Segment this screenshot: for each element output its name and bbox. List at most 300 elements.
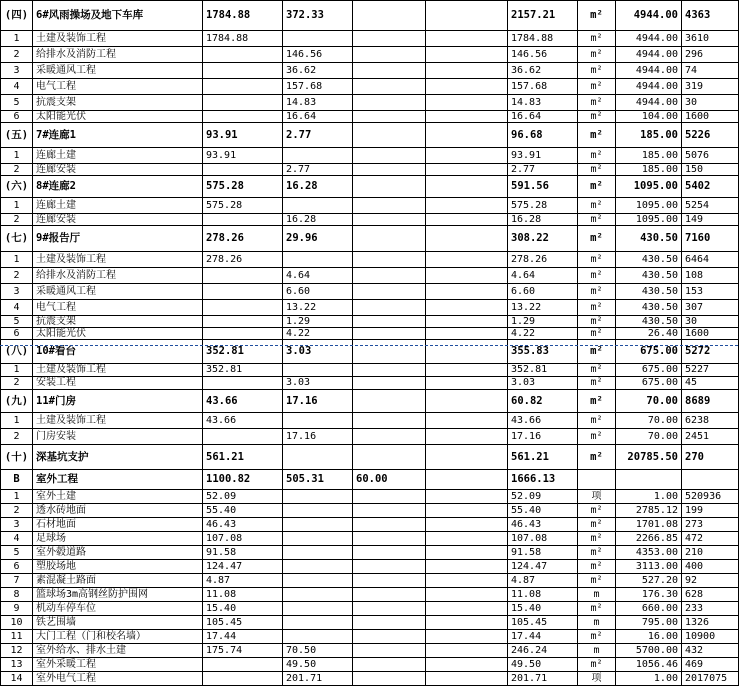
table-row bbox=[1, 252, 739, 268]
cell-equipment-cost bbox=[353, 328, 426, 340]
cell-total-cost: 575.28 bbox=[508, 198, 578, 214]
cell-item-name: 6#风雨操场及地下车库 bbox=[33, 1, 203, 31]
cell-row-index: (四) bbox=[1, 1, 33, 31]
cell-unit-price: 4363 bbox=[682, 1, 739, 31]
cell-other-cost bbox=[426, 252, 508, 268]
cell-install-cost: 13.22 bbox=[283, 300, 353, 316]
cell-item-name: 足球场 bbox=[33, 532, 203, 546]
cell-equipment-cost bbox=[353, 176, 426, 198]
cell-equipment-cost bbox=[353, 504, 426, 518]
cell-equipment-cost bbox=[353, 429, 426, 445]
cell-quantity: 4944.00 bbox=[616, 47, 682, 63]
cell-install-cost: 146.56 bbox=[283, 47, 353, 63]
cell-unit: m² bbox=[578, 47, 616, 63]
cell-total-cost: 4.22 bbox=[508, 328, 578, 340]
table-row bbox=[1, 63, 739, 79]
cell-total-cost: 2157.21 bbox=[508, 1, 578, 31]
cell-row-index: 13 bbox=[1, 658, 33, 672]
cell-unit-price: 319 bbox=[682, 79, 739, 95]
cell-item-name: 土建及装饰工程 bbox=[33, 364, 203, 377]
cell-item-name: 抗震支架 bbox=[33, 95, 203, 111]
cell-unit: m² bbox=[578, 148, 616, 164]
cell-equipment-cost bbox=[353, 490, 426, 504]
cell-quantity bbox=[616, 470, 682, 490]
cell-equipment-cost bbox=[353, 111, 426, 123]
cell-other-cost bbox=[426, 470, 508, 490]
cell-item-name: 土建及装饰工程 bbox=[33, 252, 203, 268]
cell-item-name: 连廊安装 bbox=[33, 164, 203, 176]
cell-unit-price: 199 bbox=[682, 504, 739, 518]
cell-other-cost bbox=[426, 268, 508, 284]
cell-total-cost: 16.64 bbox=[508, 111, 578, 123]
cell-install-cost bbox=[283, 198, 353, 214]
cell-unit: m² bbox=[578, 95, 616, 111]
cell-install-cost: 157.68 bbox=[283, 79, 353, 95]
cell-row-index: 9 bbox=[1, 602, 33, 616]
cell-equipment-cost bbox=[353, 63, 426, 79]
cell-other-cost bbox=[426, 226, 508, 252]
cell-other-cost bbox=[426, 560, 508, 574]
cell-item-name: 连廊土建 bbox=[33, 148, 203, 164]
cell-row-index: 1 bbox=[1, 364, 33, 377]
cell-equipment-cost bbox=[353, 47, 426, 63]
cell-quantity: 16.00 bbox=[616, 630, 682, 644]
cell-item-name: 采暖通风工程 bbox=[33, 284, 203, 300]
cell-building-cost bbox=[203, 284, 283, 300]
cell-equipment-cost bbox=[353, 377, 426, 390]
cell-total-cost: 278.26 bbox=[508, 252, 578, 268]
cell-unit-price: 432 bbox=[682, 644, 739, 658]
table-row bbox=[1, 164, 739, 176]
cell-quantity: 20785.50 bbox=[616, 445, 682, 470]
cell-install-cost: 16.28 bbox=[283, 214, 353, 226]
cell-quantity: 1.00 bbox=[616, 672, 682, 686]
cell-install-cost: 1.29 bbox=[283, 316, 353, 328]
cell-unit: m² bbox=[578, 1, 616, 31]
cell-item-name: 电气工程 bbox=[33, 79, 203, 95]
cell-unit-price: 5254 bbox=[682, 198, 739, 214]
cell-building-cost bbox=[203, 268, 283, 284]
cell-unit: m² bbox=[578, 630, 616, 644]
table-row bbox=[1, 198, 739, 214]
cell-quantity: 430.50 bbox=[616, 284, 682, 300]
cell-unit: m² bbox=[578, 268, 616, 284]
cell-building-cost bbox=[203, 377, 283, 390]
table-body bbox=[1, 1, 739, 686]
cell-unit-price: 1600 bbox=[682, 111, 739, 123]
cell-quantity: 4944.00 bbox=[616, 1, 682, 31]
cell-other-cost bbox=[426, 31, 508, 47]
cell-row-index: 6 bbox=[1, 328, 33, 340]
table-row bbox=[1, 658, 739, 672]
cell-row-index: 2 bbox=[1, 377, 33, 390]
cell-other-cost bbox=[426, 164, 508, 176]
cell-unit-price: 8689 bbox=[682, 390, 739, 413]
cell-other-cost bbox=[426, 429, 508, 445]
cell-equipment-cost bbox=[353, 123, 426, 148]
table-row bbox=[1, 574, 739, 588]
section-row bbox=[1, 390, 739, 413]
table-row bbox=[1, 644, 739, 658]
cell-total-cost: 157.68 bbox=[508, 79, 578, 95]
cell-install-cost bbox=[283, 413, 353, 429]
cell-unit-price: 6238 bbox=[682, 413, 739, 429]
cell-total-cost: 124.47 bbox=[508, 560, 578, 574]
cell-row-index: 1 bbox=[1, 252, 33, 268]
cell-item-name: 大门工程（门和校名墙） bbox=[33, 630, 203, 644]
cell-item-name: 电气工程 bbox=[33, 300, 203, 316]
cell-unit: m² bbox=[578, 377, 616, 390]
cell-row-index: 6 bbox=[1, 111, 33, 123]
cell-row-index: 4 bbox=[1, 300, 33, 316]
cell-item-name: 采暖通风工程 bbox=[33, 63, 203, 79]
cell-building-cost bbox=[203, 658, 283, 672]
cell-install-cost bbox=[283, 532, 353, 546]
cell-building-cost bbox=[203, 111, 283, 123]
cell-equipment-cost bbox=[353, 95, 426, 111]
cell-unit: m² bbox=[578, 214, 616, 226]
cell-building-cost: 93.91 bbox=[203, 148, 283, 164]
cell-unit: m² bbox=[578, 226, 616, 252]
cell-building-cost: 11.08 bbox=[203, 588, 283, 602]
cell-other-cost bbox=[426, 316, 508, 328]
cell-unit-price: 210 bbox=[682, 546, 739, 560]
cell-quantity: 2266.85 bbox=[616, 532, 682, 546]
cell-unit: m² bbox=[578, 164, 616, 176]
cell-unit: m² bbox=[578, 198, 616, 214]
cell-unit-price: 149 bbox=[682, 214, 739, 226]
table-row bbox=[1, 560, 739, 574]
cell-row-index: 14 bbox=[1, 672, 33, 686]
cell-building-cost: 575.28 bbox=[203, 176, 283, 198]
cell-building-cost: 352.81 bbox=[203, 364, 283, 377]
cell-building-cost: 175.74 bbox=[203, 644, 283, 658]
cell-other-cost bbox=[426, 574, 508, 588]
cell-item-name: 太阳能光伏 bbox=[33, 328, 203, 340]
cell-unit-price: 150 bbox=[682, 164, 739, 176]
cell-item-name: 室外毂道路 bbox=[33, 546, 203, 560]
cell-unit: m² bbox=[578, 328, 616, 340]
cell-quantity: 1056.46 bbox=[616, 658, 682, 672]
table-row bbox=[1, 672, 739, 686]
cell-quantity: 70.00 bbox=[616, 413, 682, 429]
table-row bbox=[1, 429, 739, 445]
cell-total-cost: 352.81 bbox=[508, 364, 578, 377]
cell-building-cost bbox=[203, 214, 283, 226]
cell-equipment-cost bbox=[353, 300, 426, 316]
cell-building-cost bbox=[203, 316, 283, 328]
cell-install-cost bbox=[283, 560, 353, 574]
table-row bbox=[1, 518, 739, 532]
cell-total-cost: 17.44 bbox=[508, 630, 578, 644]
cell-quantity: 795.00 bbox=[616, 616, 682, 630]
cell-item-name: 安装工程 bbox=[33, 377, 203, 390]
cell-building-cost: 55.40 bbox=[203, 504, 283, 518]
cell-unit: m bbox=[578, 588, 616, 602]
cell-install-cost: 4.64 bbox=[283, 268, 353, 284]
cell-total-cost: 355.83 bbox=[508, 340, 578, 364]
section-row bbox=[1, 470, 739, 490]
cell-install-cost: 505.31 bbox=[283, 470, 353, 490]
cell-other-cost bbox=[426, 413, 508, 429]
cell-building-cost: 52.09 bbox=[203, 490, 283, 504]
cell-building-cost bbox=[203, 429, 283, 445]
cell-install-cost: 16.64 bbox=[283, 111, 353, 123]
cell-quantity: 430.50 bbox=[616, 226, 682, 252]
cell-item-name: 给排水及消防工程 bbox=[33, 47, 203, 63]
cell-equipment-cost bbox=[353, 672, 426, 686]
table-row bbox=[1, 300, 739, 316]
table-row bbox=[1, 490, 739, 504]
cell-unit-price: 273 bbox=[682, 518, 739, 532]
cell-unit-price: 108 bbox=[682, 268, 739, 284]
cell-item-name: 门房安装 bbox=[33, 429, 203, 445]
cell-total-cost: 591.56 bbox=[508, 176, 578, 198]
cell-other-cost bbox=[426, 79, 508, 95]
cell-row-index: 4 bbox=[1, 79, 33, 95]
cell-row-index: 1 bbox=[1, 490, 33, 504]
cell-unit: m² bbox=[578, 79, 616, 95]
cell-unit: m² bbox=[578, 31, 616, 47]
cell-row-index: (八) bbox=[1, 340, 33, 364]
cell-quantity: 1701.08 bbox=[616, 518, 682, 532]
cell-quantity: 2785.12 bbox=[616, 504, 682, 518]
cell-row-index: 3 bbox=[1, 63, 33, 79]
cell-total-cost: 46.43 bbox=[508, 518, 578, 532]
cell-install-cost bbox=[283, 588, 353, 602]
cell-equipment-cost bbox=[353, 658, 426, 672]
cell-total-cost: 36.62 bbox=[508, 63, 578, 79]
cell-unit: m² bbox=[578, 390, 616, 413]
cell-install-cost: 201.71 bbox=[283, 672, 353, 686]
cell-unit: m² bbox=[578, 252, 616, 268]
cell-equipment-cost bbox=[353, 574, 426, 588]
table-row bbox=[1, 588, 739, 602]
cell-building-cost: 93.91 bbox=[203, 123, 283, 148]
cell-unit-price: 153 bbox=[682, 284, 739, 300]
cell-other-cost bbox=[426, 518, 508, 532]
cell-quantity: 26.40 bbox=[616, 328, 682, 340]
cell-other-cost bbox=[426, 546, 508, 560]
cell-item-name: 室外土建 bbox=[33, 490, 203, 504]
table-row bbox=[1, 214, 739, 226]
cell-quantity: 675.00 bbox=[616, 340, 682, 364]
cell-unit: m² bbox=[578, 546, 616, 560]
cell-unit-price: 2017075 bbox=[682, 672, 739, 686]
cell-unit: m² bbox=[578, 111, 616, 123]
cell-unit: 项 bbox=[578, 672, 616, 686]
cell-item-name: 连廊安装 bbox=[33, 214, 203, 226]
cell-unit-price: 5402 bbox=[682, 176, 739, 198]
cell-item-name: 机动车停车位 bbox=[33, 602, 203, 616]
cell-building-cost bbox=[203, 63, 283, 79]
cell-total-cost: 91.58 bbox=[508, 546, 578, 560]
cell-equipment-cost bbox=[353, 546, 426, 560]
cell-row-index: 5 bbox=[1, 546, 33, 560]
cell-install-cost: 3.03 bbox=[283, 377, 353, 390]
cell-total-cost: 52.09 bbox=[508, 490, 578, 504]
cell-quantity: 1.00 bbox=[616, 490, 682, 504]
cell-install-cost bbox=[283, 504, 353, 518]
cell-item-name: 11#门房 bbox=[33, 390, 203, 413]
cell-item-name: 连廊土建 bbox=[33, 198, 203, 214]
cell-unit: m² bbox=[578, 284, 616, 300]
cell-install-cost bbox=[283, 31, 353, 47]
cell-total-cost: 96.68 bbox=[508, 123, 578, 148]
cell-unit-price: 30 bbox=[682, 95, 739, 111]
cell-building-cost: 352.81 bbox=[203, 340, 283, 364]
cell-quantity: 430.50 bbox=[616, 268, 682, 284]
cell-other-cost bbox=[426, 445, 508, 470]
cell-unit: m² bbox=[578, 413, 616, 429]
cell-quantity: 70.00 bbox=[616, 390, 682, 413]
cell-item-name: 抗震支架 bbox=[33, 316, 203, 328]
cell-other-cost bbox=[426, 176, 508, 198]
cell-unit-price: 270 bbox=[682, 445, 739, 470]
cell-row-index: 1 bbox=[1, 148, 33, 164]
cell-unit-price: 10900 bbox=[682, 630, 739, 644]
cell-building-cost: 1100.82 bbox=[203, 470, 283, 490]
cell-quantity: 4944.00 bbox=[616, 31, 682, 47]
cell-install-cost bbox=[283, 252, 353, 268]
cell-install-cost: 2.77 bbox=[283, 164, 353, 176]
cell-equipment-cost bbox=[353, 226, 426, 252]
cell-install-cost bbox=[283, 490, 353, 504]
cell-install-cost: 6.60 bbox=[283, 284, 353, 300]
table-row bbox=[1, 364, 739, 377]
cell-install-cost: 36.62 bbox=[283, 63, 353, 79]
cell-unit: m bbox=[578, 616, 616, 630]
cell-unit-price: 1326 bbox=[682, 616, 739, 630]
cell-total-cost: 13.22 bbox=[508, 300, 578, 316]
cell-unit: m² bbox=[578, 560, 616, 574]
cell-quantity: 5700.00 bbox=[616, 644, 682, 658]
cell-other-cost bbox=[426, 504, 508, 518]
cell-item-name: 8#连廊2 bbox=[33, 176, 203, 198]
cell-unit: m² bbox=[578, 316, 616, 328]
cell-building-cost: 4.87 bbox=[203, 574, 283, 588]
cell-item-name: 10#看台 bbox=[33, 340, 203, 364]
cell-unit-price: 296 bbox=[682, 47, 739, 63]
cell-other-cost bbox=[426, 47, 508, 63]
table-row bbox=[1, 95, 739, 111]
cell-unit: m² bbox=[578, 532, 616, 546]
table-row bbox=[1, 504, 739, 518]
cell-total-cost: 3.03 bbox=[508, 377, 578, 390]
table-row bbox=[1, 616, 739, 630]
cell-unit-price: 6464 bbox=[682, 252, 739, 268]
cell-row-index: B bbox=[1, 470, 33, 490]
cell-total-cost: 60.82 bbox=[508, 390, 578, 413]
cell-building-cost: 43.66 bbox=[203, 413, 283, 429]
cell-equipment-cost bbox=[353, 390, 426, 413]
cell-row-index: 1 bbox=[1, 198, 33, 214]
cell-equipment-cost bbox=[353, 252, 426, 268]
cell-row-index: (十) bbox=[1, 445, 33, 470]
cell-install-cost bbox=[283, 364, 353, 377]
cell-unit-price: 45 bbox=[682, 377, 739, 390]
cell-other-cost bbox=[426, 364, 508, 377]
table-row bbox=[1, 377, 739, 390]
cell-other-cost bbox=[426, 588, 508, 602]
cell-row-index: 5 bbox=[1, 316, 33, 328]
cell-install-cost: 2.77 bbox=[283, 123, 353, 148]
cell-unit-price bbox=[682, 470, 739, 490]
cell-building-cost bbox=[203, 47, 283, 63]
cell-row-index: 1 bbox=[1, 31, 33, 47]
cell-total-cost: 49.50 bbox=[508, 658, 578, 672]
cell-item-name: 土建及装饰工程 bbox=[33, 413, 203, 429]
cell-install-cost bbox=[283, 518, 353, 532]
cell-equipment-cost bbox=[353, 214, 426, 226]
cell-equipment-cost bbox=[353, 164, 426, 176]
cell-building-cost: 91.58 bbox=[203, 546, 283, 560]
table-row bbox=[1, 532, 739, 546]
cell-building-cost: 561.21 bbox=[203, 445, 283, 470]
section-row bbox=[1, 226, 739, 252]
cell-unit: m² bbox=[578, 574, 616, 588]
cell-equipment-cost bbox=[353, 616, 426, 630]
cell-unit-price: 1600 bbox=[682, 328, 739, 340]
cell-unit: m² bbox=[578, 602, 616, 616]
table-row bbox=[1, 47, 739, 63]
cell-total-cost: 93.91 bbox=[508, 148, 578, 164]
cell-row-index: 6 bbox=[1, 560, 33, 574]
cell-equipment-cost bbox=[353, 284, 426, 300]
cell-total-cost: 43.66 bbox=[508, 413, 578, 429]
cell-quantity: 4944.00 bbox=[616, 79, 682, 95]
cell-item-name: 室外电气工程 bbox=[33, 672, 203, 686]
section-row bbox=[1, 123, 739, 148]
cell-row-index: 4 bbox=[1, 532, 33, 546]
cell-install-cost: 70.50 bbox=[283, 644, 353, 658]
cell-item-name: 铁艺围墙 bbox=[33, 616, 203, 630]
cell-item-name: 深基坑支护 bbox=[33, 445, 203, 470]
cell-item-name: 塑胶场地 bbox=[33, 560, 203, 574]
cell-equipment-cost bbox=[353, 630, 426, 644]
cell-item-name: 透水砖地面 bbox=[33, 504, 203, 518]
cell-total-cost: 201.71 bbox=[508, 672, 578, 686]
cell-unit: 项 bbox=[578, 490, 616, 504]
cell-other-cost bbox=[426, 644, 508, 658]
cell-unit-price: 5076 bbox=[682, 148, 739, 164]
cell-row-index: (六) bbox=[1, 176, 33, 198]
cell-other-cost bbox=[426, 214, 508, 226]
cell-total-cost: 146.56 bbox=[508, 47, 578, 63]
cell-building-cost: 17.44 bbox=[203, 630, 283, 644]
cell-other-cost bbox=[426, 532, 508, 546]
cell-row-index: 2 bbox=[1, 164, 33, 176]
section-row bbox=[1, 176, 739, 198]
cell-building-cost: 46.43 bbox=[203, 518, 283, 532]
cell-row-index: 2 bbox=[1, 47, 33, 63]
table-row bbox=[1, 546, 739, 560]
cell-unit-price: 30 bbox=[682, 316, 739, 328]
cell-total-cost: 1784.88 bbox=[508, 31, 578, 47]
cell-total-cost: 1666.13 bbox=[508, 470, 578, 490]
cell-row-index: 12 bbox=[1, 644, 33, 658]
cell-unit: m² bbox=[578, 429, 616, 445]
cell-unit: m² bbox=[578, 300, 616, 316]
section-row bbox=[1, 340, 739, 364]
cell-install-cost: 14.83 bbox=[283, 95, 353, 111]
cell-total-cost: 105.45 bbox=[508, 616, 578, 630]
cell-quantity: 1095.00 bbox=[616, 198, 682, 214]
cell-quantity: 185.00 bbox=[616, 164, 682, 176]
cell-equipment-cost bbox=[353, 518, 426, 532]
table-row bbox=[1, 148, 739, 164]
cell-install-cost: 29.96 bbox=[283, 226, 353, 252]
